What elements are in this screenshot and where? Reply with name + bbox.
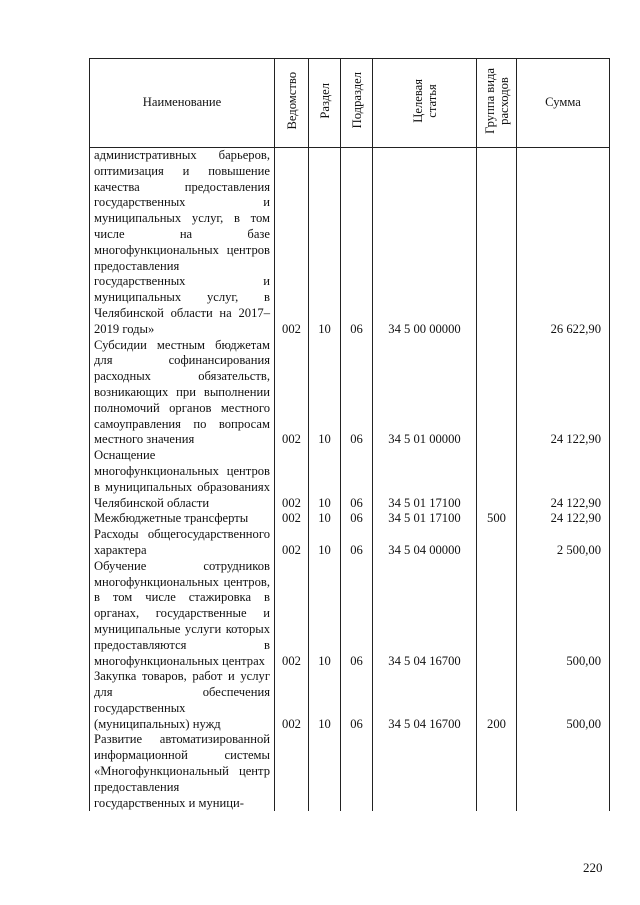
table-row bbox=[90, 148, 610, 338]
row-department: 002 bbox=[275, 527, 309, 559]
header-sum: Сумма bbox=[517, 59, 610, 148]
row-sum: 500,00 bbox=[517, 559, 610, 670]
row-sum: 24 122,90 bbox=[517, 448, 610, 511]
row-name: Расходы общегосударственного характера bbox=[90, 527, 275, 559]
table-row bbox=[90, 511, 610, 527]
row-expense-group bbox=[477, 448, 517, 511]
row-subsection: 06 bbox=[341, 527, 373, 559]
row-sum bbox=[517, 732, 610, 811]
row-subsection: 06 bbox=[341, 511, 373, 527]
header-subsection: Подраздел bbox=[341, 59, 373, 148]
row-target-item: 34 5 01 00000 bbox=[373, 338, 477, 449]
row-target-item: 34 5 01 17100 bbox=[373, 511, 477, 527]
budget-table bbox=[89, 58, 610, 811]
row-department: 002 bbox=[275, 148, 309, 338]
row-sum: 2 500,00 bbox=[517, 527, 610, 559]
header-section: Раздел bbox=[309, 59, 341, 148]
row-section: 10 bbox=[309, 527, 341, 559]
row-target-item: 34 5 04 16700 bbox=[373, 669, 477, 732]
table-header-row bbox=[90, 59, 610, 148]
row-name: Оснащение многофункциональных центров в муниципальных образованиях Челябинской области bbox=[90, 448, 275, 511]
row-expense-group: 500 bbox=[477, 511, 517, 527]
header-expense-group: Группа вида расходов bbox=[477, 59, 517, 148]
row-department: 002 bbox=[275, 338, 309, 449]
row-subsection: 06 bbox=[341, 338, 373, 449]
row-name: Закупка товаров, работ и услуг для обеспечения государственных (муниципальных) нужд bbox=[90, 669, 275, 732]
table-row bbox=[90, 669, 610, 732]
row-department: 002 bbox=[275, 448, 309, 511]
row-expense-group bbox=[477, 732, 517, 811]
row-sum: 24 122,90 bbox=[517, 338, 610, 449]
page-number: 220 bbox=[583, 860, 603, 875]
row-section: 10 bbox=[309, 559, 341, 670]
row-target-item: 34 5 04 00000 bbox=[373, 527, 477, 559]
row-section: 10 bbox=[309, 511, 341, 527]
row-name: Обучение сотрудников многофункциональных центров, в том числе стажировка в органах, государственные и муниципальные услуги которых предоставляются в многофункциональных центрах bbox=[90, 559, 275, 670]
row-department: 002 bbox=[275, 559, 309, 670]
table-row bbox=[90, 559, 610, 670]
row-target-item: 34 5 00 00000 bbox=[373, 148, 477, 338]
header-department: Ведомство bbox=[275, 59, 309, 148]
header-target-item: Целевая статья bbox=[373, 59, 477, 148]
row-section: 10 bbox=[309, 148, 341, 338]
table-row bbox=[90, 448, 610, 511]
table-row bbox=[90, 527, 610, 559]
row-department bbox=[275, 732, 309, 811]
row-target-item: 34 5 01 17100 bbox=[373, 448, 477, 511]
row-subsection: 06 bbox=[341, 669, 373, 732]
row-target-item bbox=[373, 732, 477, 811]
row-department: 002 bbox=[275, 511, 309, 527]
row-name: Межбюджетные трансферты bbox=[90, 511, 275, 527]
row-expense-group bbox=[477, 338, 517, 449]
row-section: 10 bbox=[309, 669, 341, 732]
row-section bbox=[309, 732, 341, 811]
row-sum: 500,00 bbox=[517, 669, 610, 732]
row-expense-group bbox=[477, 527, 517, 559]
row-department: 002 bbox=[275, 669, 309, 732]
row-name: административных барьеров, оптимизация и повышение качества предоставления государственных и муниципальных услуг, в том числе на базе многофункциональных центров предоставления государственных и муниципальных услуг, в Челябинской области на 2017–2019 годы» bbox=[90, 148, 275, 338]
table-row bbox=[90, 338, 610, 449]
row-subsection bbox=[341, 732, 373, 811]
row-section: 10 bbox=[309, 338, 341, 449]
row-subsection: 06 bbox=[341, 148, 373, 338]
row-subsection: 06 bbox=[341, 559, 373, 670]
row-sum: 24 122,90 bbox=[517, 511, 610, 527]
row-name: Субсидии местным бюджетам для софинансирования расходных обязательств, возникающих при выполнении полномочий органов местного самоуправления по вопросам местного значения bbox=[90, 338, 275, 449]
row-expense-group bbox=[477, 559, 517, 670]
row-expense-group: 200 bbox=[477, 669, 517, 732]
row-section: 10 bbox=[309, 448, 341, 511]
row-target-item: 34 5 04 16700 bbox=[373, 559, 477, 670]
header-name: Наименование bbox=[90, 59, 275, 148]
table-row bbox=[90, 732, 610, 811]
row-subsection: 06 bbox=[341, 448, 373, 511]
row-sum: 26 622,90 bbox=[517, 148, 610, 338]
row-expense-group bbox=[477, 148, 517, 338]
row-name: Развитие автоматизированной информационной системы «Многофункциональный центр предоставления государственных и муници- bbox=[90, 732, 275, 811]
